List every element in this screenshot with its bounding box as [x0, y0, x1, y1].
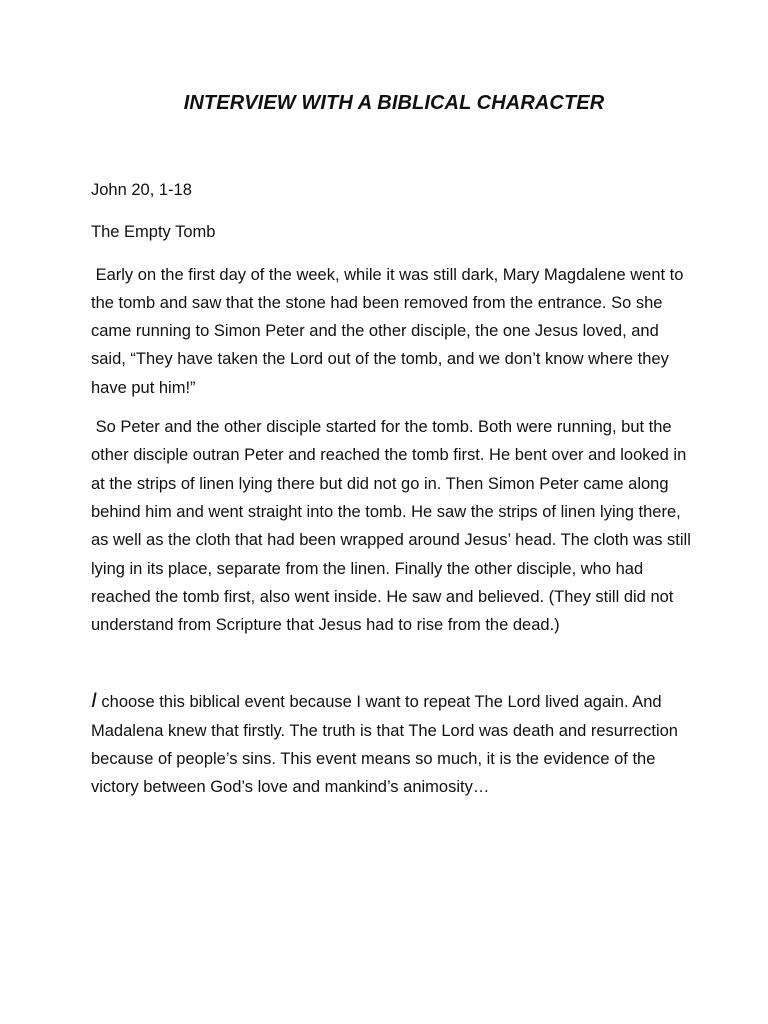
reflection-text: choose this biblical event because I want to repeat The Lord lived again. And Madalena knew that firstly. The truth is that The Lord was death and resurrection because of people’s sins. This event means so much, it is the evidence of the victory between God’s love and mankind’s animosity… [91, 693, 678, 797]
reflection-lead-letter: I [91, 689, 97, 713]
passage-paragraph-2: So Peter and the other disciple started for the tomb. Both were running, but the other disciple outran Peter and reached the tomb first. He bent over and looked in at the strips of linen lying there but did not go in. Then Simon Peter came along behind him and went straight into the tomb. He saw the strips of linen lying there, as well as the cloth that had been wrapped around Jesus’ head. The cloth was still lying in its place, separate from the linen. Finally the other disciple, who had reached the tomb first, also went inside. He saw and believed. (They still did not understand from Scripture that Jesus had to rise from the dead.) [91, 418, 696, 635]
document-title: INTERVIEW WITH A BIBLICAL CHARACTER [183, 92, 605, 114]
scripture-reference: John 20, 1-18 [91, 181, 192, 199]
reflection-paragraph [91, 687, 691, 801]
passage-subheading: The Empty Tomb [91, 223, 216, 242]
document-body [91, 176, 696, 802]
passage-paragraph-1: Early on the first day of the week, while it was still dark, Mary Magdalene went to the tomb and saw that the stone had been removed from the entrance. So she came running to Simon Peter and the other disciple, the one Jesus loved, and said, “They have taken the Lord out of the tomb, and we don’t know where they have put him!” [91, 265, 689, 397]
